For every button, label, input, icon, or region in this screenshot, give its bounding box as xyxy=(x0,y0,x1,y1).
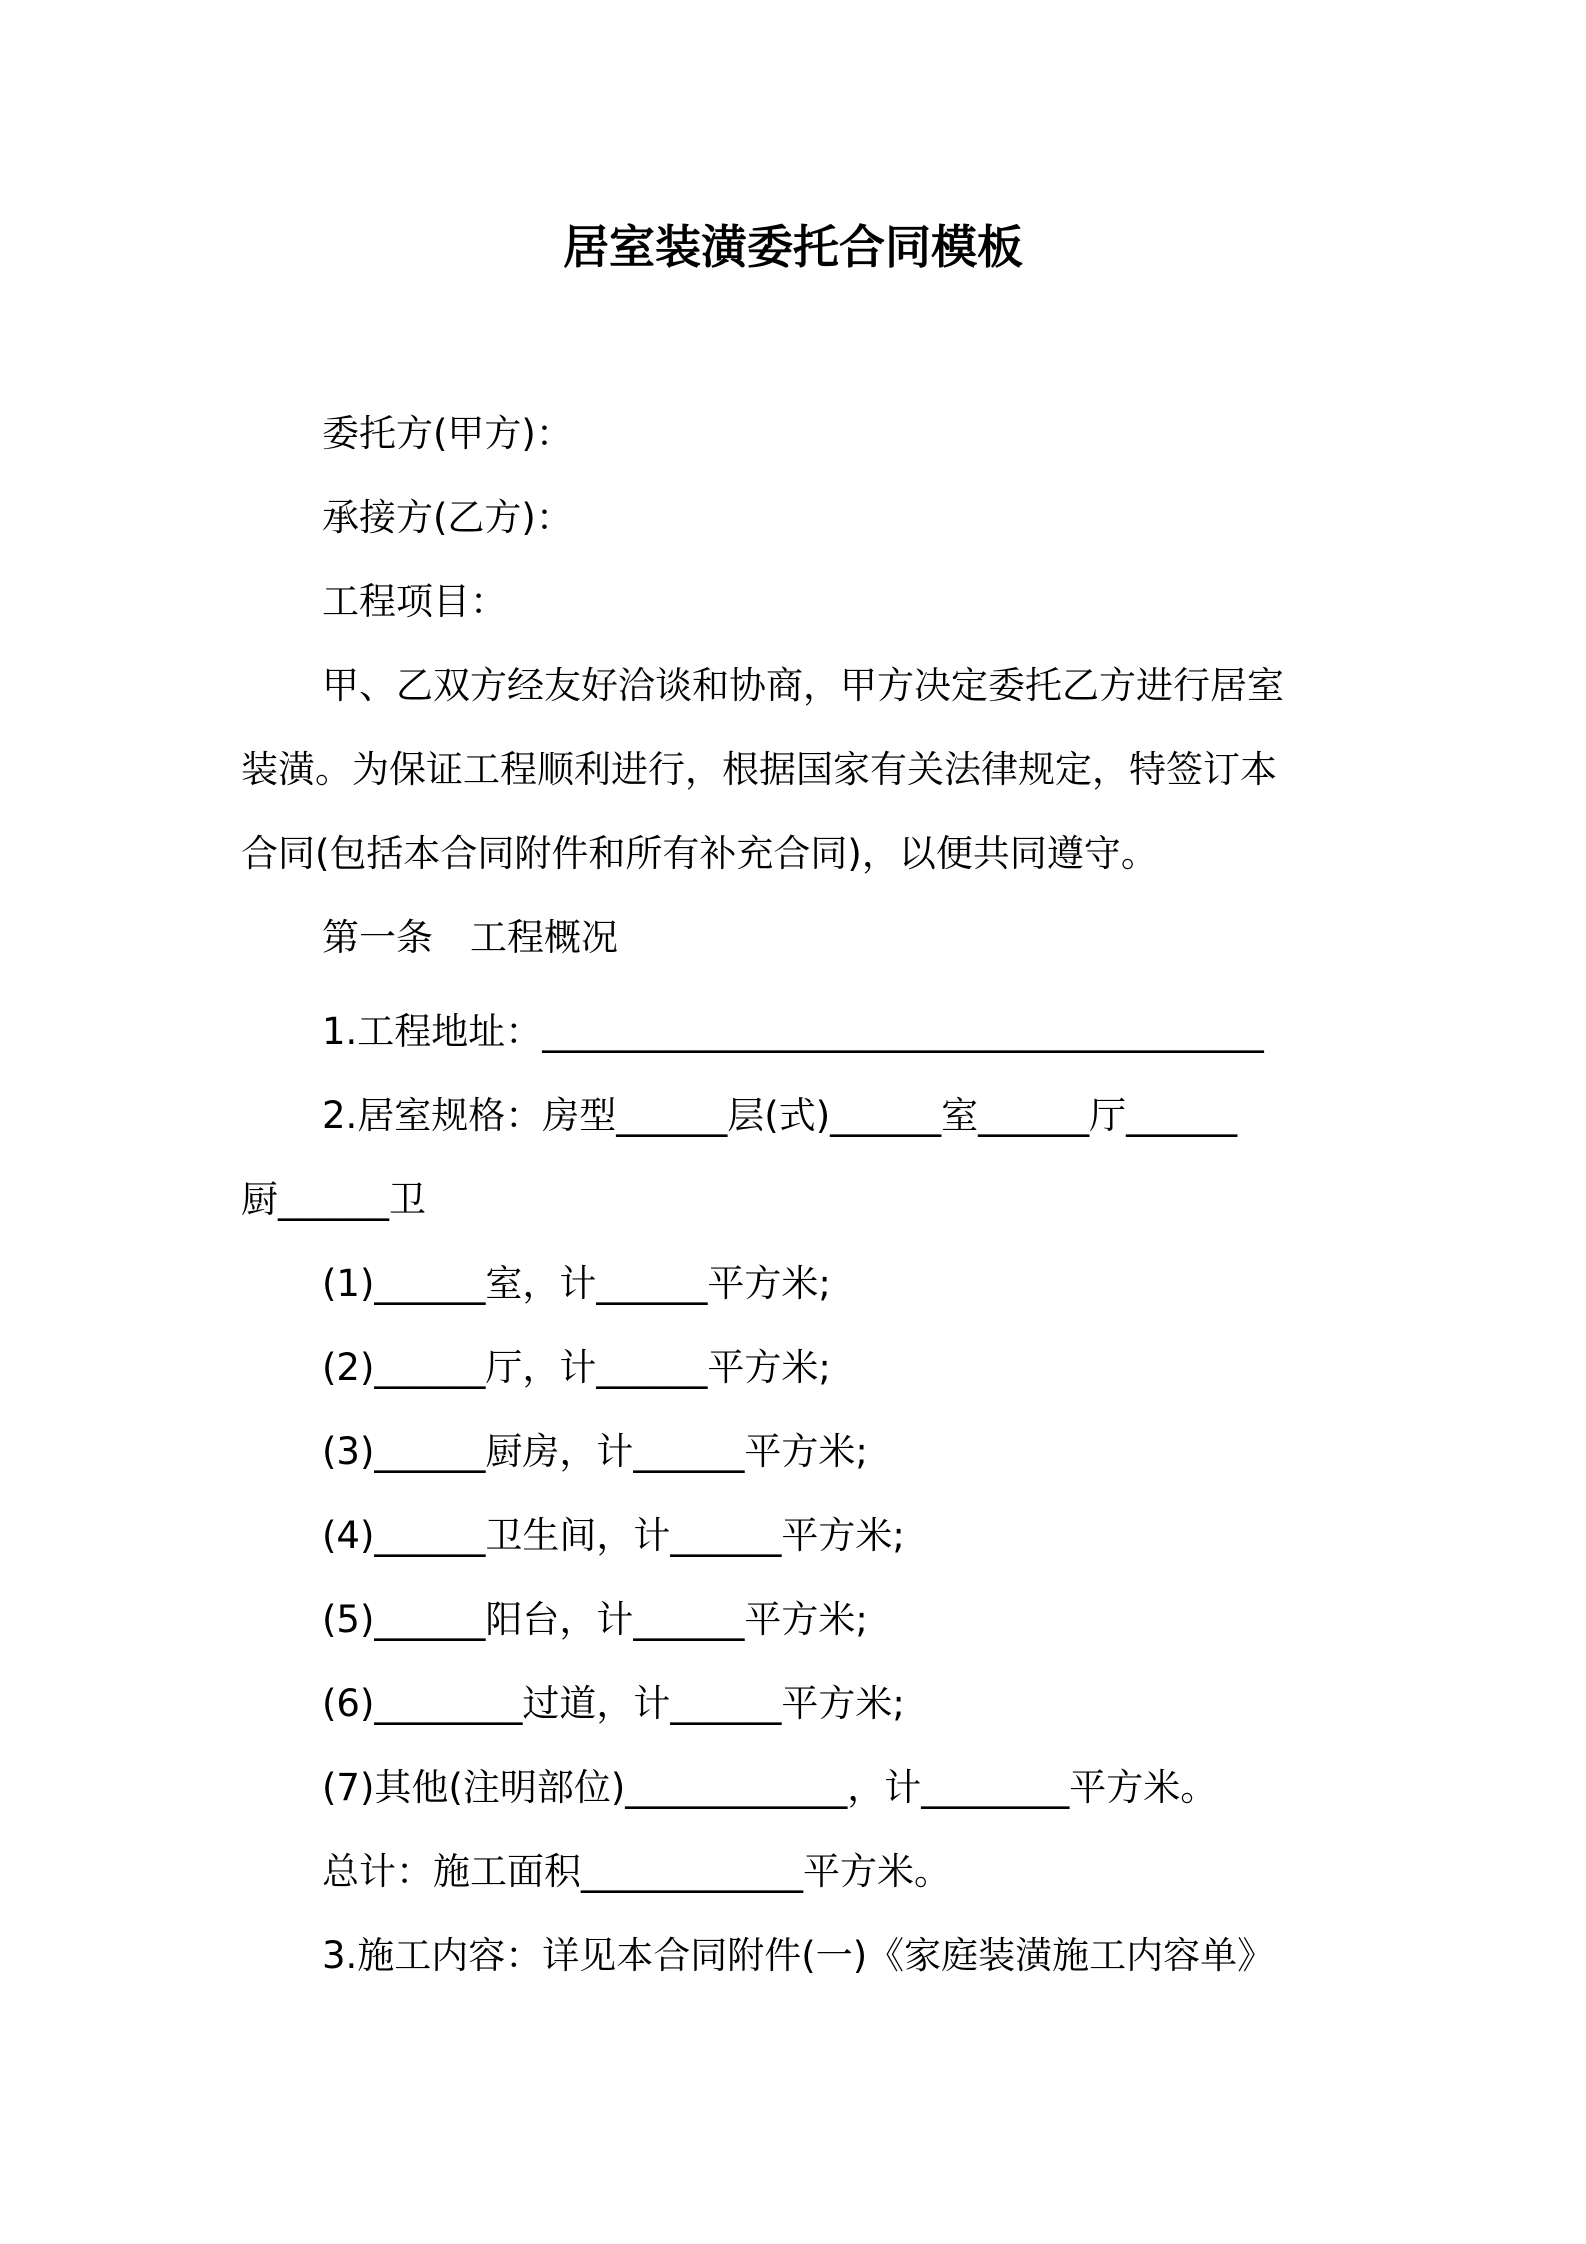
construction-content-line: 3.施工内容：详见本合同附件(一)《家庭装潢施工内容单》 xyxy=(322,1934,1275,1977)
room-spec-line: 2.居室规格：房型______层(式)______室______厅______ xyxy=(322,1094,1238,1137)
party-a-line: 委托方(甲方)： xyxy=(322,412,573,455)
project-line: 工程项目： xyxy=(322,580,507,623)
party-b-line: 承接方(乙方)： xyxy=(322,496,573,539)
total-area-line: 总计：施工面积____________平方米。 xyxy=(322,1850,951,1893)
preamble-line-2: 装潢。为保证工程顺利进行，根据国家有关法律规定，特签订本 xyxy=(241,748,1277,791)
area-item-6: (6)________过道，计______平方米; xyxy=(322,1682,905,1725)
area-item-3: (3)______厨房，计______平方米; xyxy=(322,1430,868,1473)
article-one-heading: 第一条 工程概况 xyxy=(322,916,618,959)
preamble-line-1: 甲、乙双方经友好洽谈和协商，甲方决定委托乙方进行居室 xyxy=(322,664,1284,707)
area-item-2: (2)______厅，计______平方米; xyxy=(322,1346,831,1389)
project-address-line: 1.工程地址：_______________________________________ xyxy=(322,1010,1264,1053)
area-item-5: (5)______阳台，计______平方米; xyxy=(322,1598,868,1641)
preamble-line-3: 合同(包括本合同附件和所有补充合同)，以便共同遵守。 xyxy=(241,832,1158,875)
room-spec-line-continued: 厨______卫 xyxy=(241,1178,426,1221)
area-item-1: (1)______室，计______平方米; xyxy=(322,1262,831,1305)
document-title: 居室装潢委托合同模板 xyxy=(563,220,1023,274)
area-item-4: (4)______卫生间，计______平方米; xyxy=(322,1514,905,1557)
area-item-7: (7)其他(注明部位)____________，计________平方米。 xyxy=(322,1766,1218,1809)
